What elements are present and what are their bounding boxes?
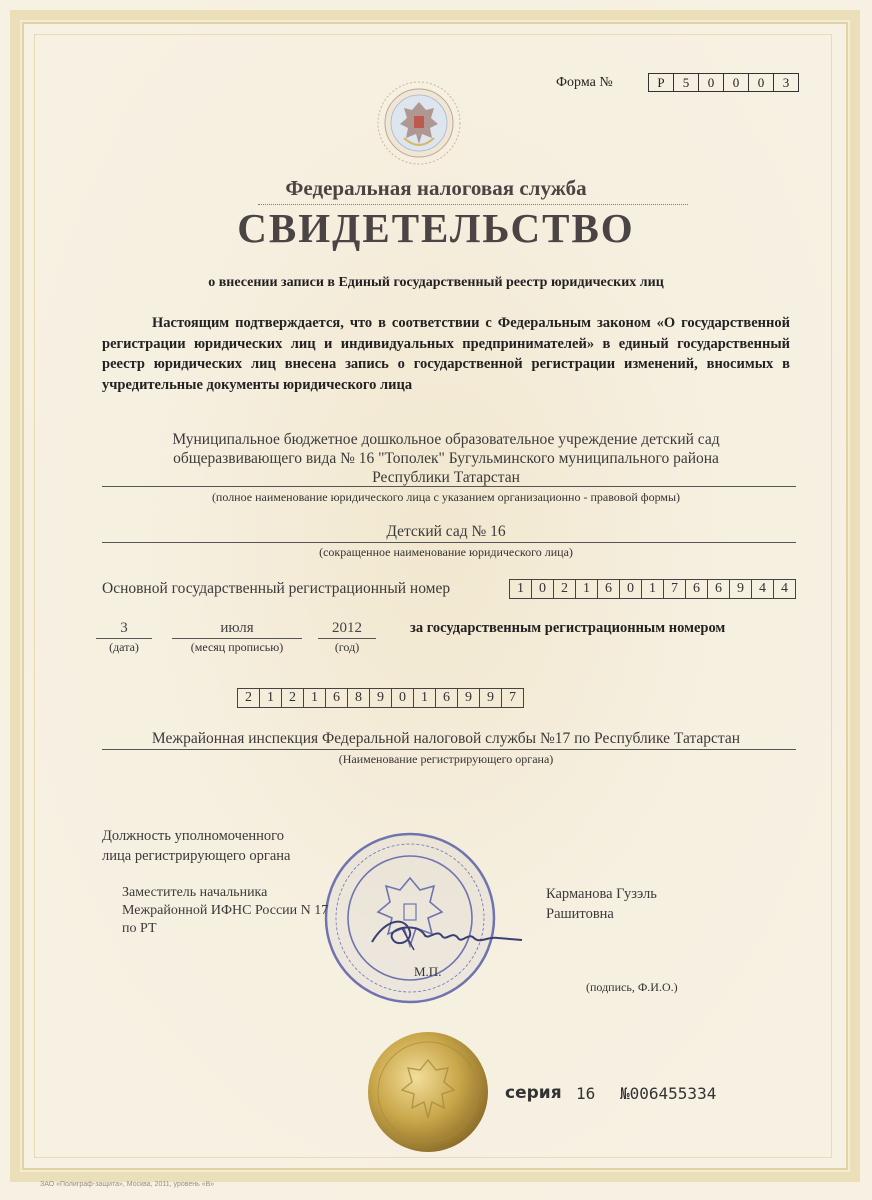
date-month-caption: (месяц прописью) <box>190 640 284 654</box>
date-year-caption: (год) <box>334 640 360 654</box>
serial-number: №006455334 <box>620 1084 717 1103</box>
registration-phrase: за государственным регистрационным номером <box>410 620 726 636</box>
authority-rule <box>102 749 796 750</box>
form-number-cell: Р <box>657 75 665 90</box>
grn-digit: 8 <box>347 689 369 707</box>
registering-authority: Межрайонная инспекция Федеральной налоговой службы №17 по Республике Татарстан <box>151 730 741 747</box>
grn-digit: 2 <box>245 690 252 705</box>
signer-position-line: по РТ <box>122 921 157 936</box>
official-title <box>102 826 290 866</box>
series-number: 16 <box>576 1084 596 1103</box>
ogrn-cells <box>509 579 796 599</box>
ogrn-label: Основной государственный регистрационный номер <box>102 580 451 597</box>
grn-digit: 1 <box>259 689 281 707</box>
certificate-title: СВИДЕТЕЛЬСТВО <box>237 205 635 251</box>
fns-emblem-icon <box>374 80 464 166</box>
grn-digit: 6 <box>325 689 347 707</box>
grn-digit: 9 <box>479 689 501 707</box>
grn-digit: 7 <box>501 689 523 707</box>
form-number-cell: 0 <box>698 74 723 91</box>
form-number-cell: 3 <box>773 74 798 91</box>
series-label: серия <box>505 1083 562 1103</box>
form-number-cell: 0 <box>723 74 748 91</box>
signer-name <box>546 884 657 924</box>
short-name-rule <box>102 542 796 543</box>
printer-imprint: ЗАО «Полиграф-защита», Москва, 2011, уровень «В» <box>40 1181 215 1188</box>
signer-name-line: Карманова Гузэль <box>546 886 657 902</box>
signature-caption: (подпись, Ф.И.О.) <box>586 980 678 994</box>
ogrn-digit: 7 <box>663 580 685 598</box>
signer-position-line: Межрайонной ИФНС России N 17 <box>122 903 329 918</box>
form-number-cell: 0 <box>748 74 773 91</box>
intro-paragraph: Настоящим подтверждается, что в соответствии с Федеральным законом «О государственной регистрации юридических лиц и индивидуальных предпринимателей» в единый государственный реестр юридических лиц внесена запись о государственной регистрации изменений, вносимых в учредительные документы юридического лица <box>102 315 790 393</box>
short-name-caption: (сокращенное наименование юридического лица) <box>319 545 573 559</box>
ogrn-digit: 2 <box>553 580 575 598</box>
entity-full-name-line: общеразвивающего вида № 16 "Тополек" Бугульминского муниципального района <box>173 450 719 467</box>
grn-digit: 9 <box>369 689 391 707</box>
form-number-cell: 5 <box>673 74 698 91</box>
ogrn-digit: 1 <box>575 580 597 598</box>
ogrn-digit: 1 <box>517 581 524 596</box>
entity-full-name-line: Республики Татарстан <box>372 469 520 486</box>
ogrn-digit: 0 <box>531 580 553 598</box>
ogrn-digit: 6 <box>597 580 619 598</box>
date-month: июля <box>220 620 254 636</box>
ogrn-digit: 6 <box>707 580 729 598</box>
signature-icon <box>366 908 526 956</box>
hologram-seal-icon <box>366 1030 490 1154</box>
full-name-caption: (полное наименование юридического лица с указанием организационно - правовой формы) <box>211 490 681 504</box>
date-day-caption: (дата) <box>109 640 139 654</box>
signer-position <box>122 884 328 938</box>
grn-digit: 1 <box>413 689 435 707</box>
entity-short-name: Детский сад № 16 <box>386 523 506 540</box>
grn-digit: 1 <box>303 689 325 707</box>
ogrn-digit: 0 <box>619 580 641 598</box>
entity-full-name <box>96 430 796 487</box>
mp-label: М.П. <box>414 964 442 979</box>
date-year-rule <box>318 638 376 639</box>
ogrn-digit: 9 <box>729 580 751 598</box>
official-title-line: Должность уполномоченного <box>102 828 285 844</box>
date-year: 2012 <box>332 620 362 636</box>
authority-caption: (Наименование регистрирующего органа) <box>338 752 554 766</box>
ogrn-digit: 4 <box>773 580 795 598</box>
ogrn-digit: 1 <box>641 580 663 598</box>
certificate-subtitle: о внесении записи в Единый государственный реестр юридических лиц <box>208 275 664 290</box>
date-day: 3 <box>120 620 128 636</box>
service-name: Федеральная налоговая служба <box>285 176 587 200</box>
grn-digit: 2 <box>281 689 303 707</box>
signer-position-line: Заместитель начальника <box>122 885 268 900</box>
date-month-rule <box>172 638 302 639</box>
grn-digit: 6 <box>435 689 457 707</box>
entity-full-name-line: Муниципальное бюджетное дошкольное образовательное учреждение детский сад <box>172 431 720 448</box>
official-title-line: лица регистрирующего органа <box>102 848 291 864</box>
grn-digit: 9 <box>457 689 479 707</box>
ogrn-digit: 4 <box>751 580 773 598</box>
form-number-cells <box>648 73 799 92</box>
form-number-label: Форма № <box>556 75 613 90</box>
signer-name-line: Рашитовна <box>546 906 614 922</box>
ogrn-digit: 6 <box>685 580 707 598</box>
full-name-rule <box>102 486 796 487</box>
grn-digit: 0 <box>391 689 413 707</box>
date-day-rule <box>96 638 152 639</box>
grn-cells <box>237 688 524 708</box>
